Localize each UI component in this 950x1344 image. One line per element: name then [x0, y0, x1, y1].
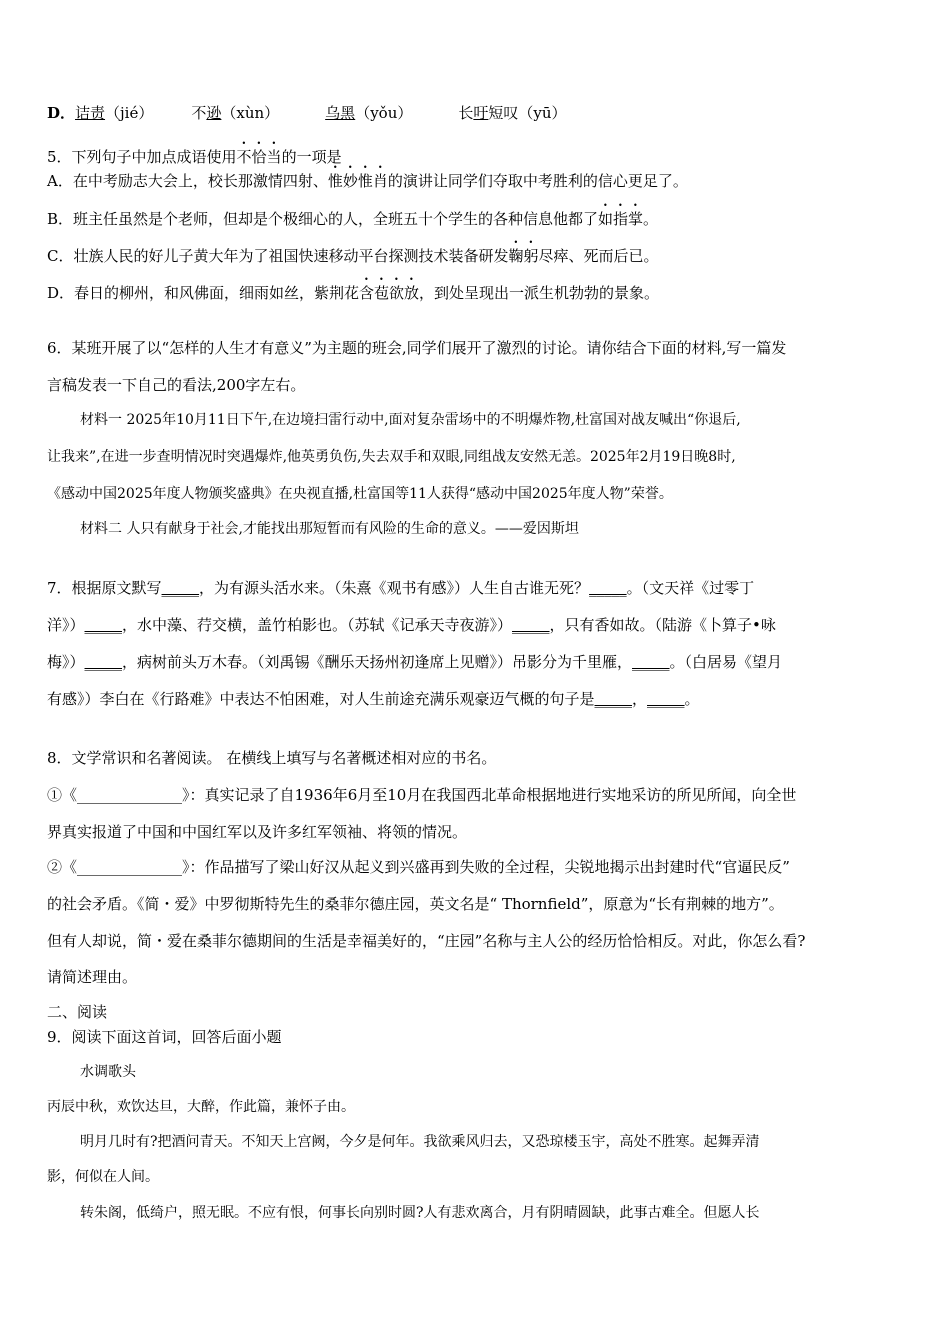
- answer-blank: _____: [84, 653, 123, 671]
- answer-blank: _____: [84, 616, 123, 634]
- book-title-blank: ______________: [77, 858, 183, 876]
- option-text: 尽瘁、死而后已。: [538, 247, 659, 265]
- q7-line3: [47, 652, 782, 672]
- material2: 材料二 人只有献身于社会,才能找出那短暂而有风险的生命的意义。——爱因斯坦: [80, 521, 579, 537]
- word-prefix: 不: [191, 104, 207, 122]
- answer-blank: _____: [589, 579, 627, 597]
- q6-line2: 言稿发表一下自己的看法,200字左右。: [47, 376, 306, 394]
- dotted-idiom: 含苞欲放: [359, 284, 420, 302]
- text: ，病树前头万木春。（刘禹锡《酬乐天扬州初逢席上见赠》）吊影分为千里雁，: [122, 653, 633, 671]
- word-suffix: 短叹: [488, 104, 519, 122]
- q5-option-c: [47, 238, 659, 266]
- answer-blank: _____: [594, 690, 633, 708]
- pinyin: （yū）: [518, 104, 567, 122]
- option-text: C．壮族人民的好儿子黄大年为了祖国快速移动平台探测技术装备研发: [47, 247, 509, 265]
- q5-option-b: [47, 201, 658, 229]
- text: 。（文天祥《过零丁: [626, 579, 755, 597]
- poem-p1-line1: 明月几时有?把酒问青天。不知天上宫阙，今夕是何年。我欲乘风归去，又恐琼楼玉宇，高处不胜寒。起舞弄清: [80, 1134, 760, 1150]
- answer-blank: _____: [647, 690, 685, 708]
- q8-title: 8．文学常识和名著阅读。 在横线上填写与名著概述相对应的书名。: [47, 749, 497, 767]
- pinyin: （yǒu）: [355, 104, 413, 122]
- stem-text: 5．下列句子中加点成语使用: [47, 148, 237, 166]
- q8-p2-line2: 但有人却说，简・爱在桑菲尔德期间的生活是幸福美好的，“庄园”名称与主人公的经历恰恰相反。对此，你怎么看?: [47, 932, 806, 950]
- q5-option-d: [47, 275, 659, 303]
- q8-p2-line3: 请简述理由。: [47, 968, 138, 986]
- text: 梅》）: [47, 653, 85, 671]
- text: 洋》）: [47, 616, 85, 634]
- pinyin: （jié）: [105, 104, 154, 122]
- material1-line3: 《感动中国2025年度人物颁奖盛典》在央视直播,杜富国等11人获得“感动中国2025年度人物”荣誉。: [47, 486, 673, 502]
- text: 》：作品描写了梁山好汉从起义到兴盛再到失败的全过程，尖锐地揭示出封建时代“官逼民反”: [182, 858, 790, 876]
- answer-blank: _____: [512, 616, 550, 634]
- dotted-text: 不恰当: [236, 148, 282, 166]
- option-text: 的演讲让同学们夺取中考胜利的信心更足了。: [387, 172, 688, 190]
- answer-blank: _____: [161, 579, 200, 597]
- material1-line2: 让我来”,在进一步查明情况时突遇爆炸,他英勇负伤,失去双手和双眼,同组战友安然无恙。2025年2月19日晚8时,: [47, 449, 736, 465]
- q8-item1: [47, 785, 796, 805]
- dotted-idiom: 如指掌: [598, 210, 644, 228]
- q8-item2: [47, 857, 790, 877]
- pinyin: （xùn）: [221, 104, 280, 122]
- material1-line1: 材料一 2025年10月11日下午,在边境扫雷行动中,面对复杂雷场中的不明爆炸物,杜富国对战友喊出“你退后,: [80, 412, 741, 428]
- stem-text: 的一项是: [281, 148, 342, 166]
- poem-title: 水调歌头: [80, 1064, 136, 1080]
- text: 有感》）李白在《行路难》中表达不怕困难，对人生前途充满乐观豪迈气概的句子是: [47, 690, 595, 708]
- text: 7．根据原文默写: [47, 579, 162, 597]
- option-text: B．班主任虽然是个老师，但却是个极细心的人，全班五十个学生的各种信息他都了: [47, 210, 599, 228]
- text: 》：真实记录了自1936年6月至10月在我国西北革命根据地进行实地采访的所见所闻，向全世: [182, 786, 797, 804]
- pinyin-word: 诘责: [75, 104, 106, 122]
- dotted-idiom: 惟妙惟肖: [327, 172, 388, 190]
- text: ，: [632, 690, 648, 708]
- q8-item1-line2: 界真实报道了中国和中国红军以及许多红军领袖、将领的情况。: [47, 823, 468, 841]
- dotted-idiom: 鞠躬: [508, 247, 539, 265]
- pinyin-word: 逊: [206, 104, 222, 122]
- q7-line1: [47, 578, 754, 598]
- q9-stem: 9．阅读下面这首词，回答后面小题: [47, 1028, 282, 1046]
- word-prefix: 长: [458, 104, 474, 122]
- q7-line2: [47, 615, 776, 635]
- q7-line4: [47, 689, 700, 709]
- text: ②《: [47, 858, 78, 876]
- book-title-blank: ______________: [77, 786, 183, 804]
- text: ，水中藻、荇交横，盖竹柏影也。（苏轼《记承天寺夜游》）: [122, 616, 513, 634]
- pinyin-word: 乌黑: [325, 104, 356, 122]
- pinyin-word: 吁: [473, 104, 489, 122]
- q5-option-a: [47, 163, 688, 191]
- text: 。（白居易《望月: [669, 653, 783, 671]
- text: ，为有源头活水来。（朱熹《观书有感》）人生自古谁无死？: [199, 579, 590, 597]
- option-label: D．: [47, 104, 76, 122]
- poem-preface: 丙辰中秋，欢饮达旦，大醉，作此篇，兼怀子由。: [47, 1099, 355, 1115]
- poem-p2-line1: 转朱阁，低绮户，照无眠。不应有恨，何事长向别时圆?人有悲欢离合，月有阴晴圆缺，此事古难全。但愿人长: [80, 1205, 760, 1221]
- text: ，只有香如故。（陆游《卜算子•咏: [549, 616, 776, 634]
- poem-p1-line2: 影，何似在人间。: [47, 1169, 159, 1185]
- option-text: 。: [643, 210, 659, 228]
- option-text: ，到处呈现出一派生机勃勃的景象。: [419, 284, 660, 302]
- q6-line1: 6．某班开展了以“怎样的人生才有意义”为主题的班会,同学们展开了激烈的讨论。请你结合下面的材料,写一篇发: [47, 339, 787, 357]
- option-text: D．春日的柳州，和风佛面，细雨如丝，紫荆花: [47, 284, 360, 302]
- answer-blank: _____: [632, 653, 670, 671]
- text: ①《: [47, 786, 78, 804]
- text: 。: [684, 690, 700, 708]
- section-heading: 二、阅读: [47, 1003, 108, 1021]
- q4-option-d: [47, 103, 567, 123]
- option-text: A．在中考励志大会上，校长那激情四射、: [47, 172, 328, 190]
- q8-p2-line1: 的社会矛盾。《简・爱》中罗彻斯特先生的桑菲尔德庄园，英文名是“ Thornfield”，原意为“长有荆棘的地方”。: [47, 895, 784, 913]
